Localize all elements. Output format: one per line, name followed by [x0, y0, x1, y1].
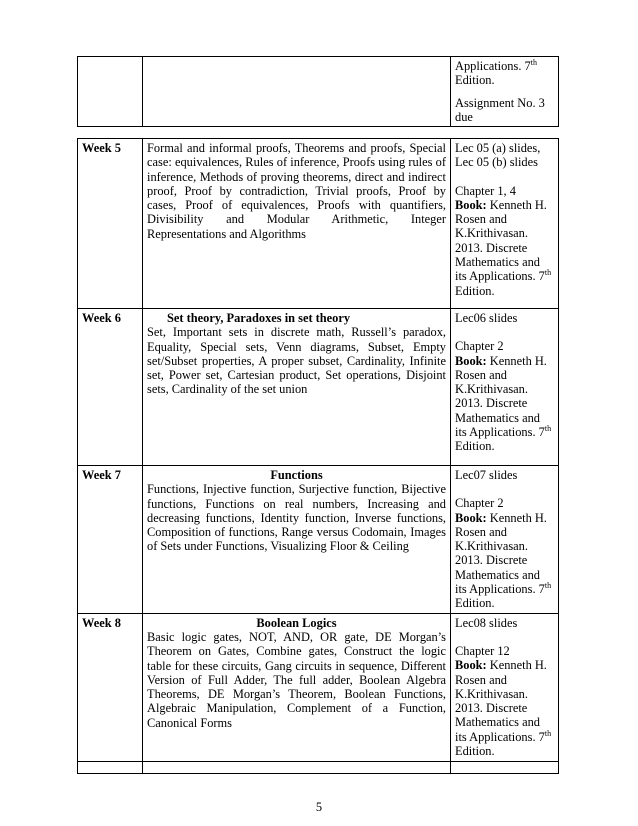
- schedule-table: [77, 138, 559, 774]
- chapter-text: Chapter 2: [455, 496, 504, 511]
- chapter-text: Chapter 12: [455, 643, 510, 658]
- reference-text: Applications. 7th: [455, 57, 537, 73]
- table-row: [78, 139, 559, 309]
- book-reference: Book: Kenneth H. Rosen and K.Krithivasan. 2013. Discrete Mathematics and its Applications. 7th: [455, 197, 552, 284]
- edition-text: Edition.: [455, 596, 495, 611]
- week-label: Week 5: [78, 139, 143, 309]
- reference-cell: [451, 139, 559, 309]
- book-reference: Book: Kenneth H. Rosen and K.Krithivasan. 2013. Discrete Mathematics and its Applications. 7th: [455, 510, 552, 597]
- reference-cell: [451, 613, 559, 761]
- week-label: Week 8: [78, 613, 143, 761]
- topic-cell-empty: [143, 761, 451, 773]
- topic-cell-empty: [143, 57, 451, 127]
- topic-body: Basic logic gates, NOT, AND, OR gate, DE Morgan’s Theorem on Gates, Combine gates, Construct the logic table for these circuits, Gang circuits in sequence, Different Version of Full Adder, The full adder, Boolean Algebra Theorems, DE Morgan’s Theorem, Boolean Functions, Algebraic Manipulation, Complement of a Function, Canonical Forms: [147, 629, 446, 730]
- table-row: [78, 761, 559, 773]
- slides-text: Lec06 slides: [455, 311, 518, 325]
- topic-cell: [143, 309, 451, 466]
- topic-heading: Functions: [270, 468, 323, 482]
- reference-cell: [451, 466, 559, 614]
- table-row: [78, 466, 559, 614]
- edition-text: Edition.: [455, 439, 495, 454]
- book-reference: Book: Kenneth H. Rosen and K.Krithivasan. 2013. Discrete Mathematics and its Applications. 7th: [455, 353, 552, 440]
- topic-cell: [143, 139, 451, 309]
- topic-cell: [143, 466, 451, 614]
- slides-text: Lec07 slides: [455, 468, 518, 482]
- assignment-text: Assignment No. 3 due: [455, 95, 545, 124]
- edition-text: Edition.: [455, 744, 495, 759]
- table-row: [78, 57, 559, 127]
- table-row: [78, 613, 559, 761]
- slides-text: Lec08 slides: [455, 615, 518, 630]
- topic-body: Set, Important sets in discrete math, Russell’s paradox, Equality, Special sets, Venn diagrams, Subset, Empty set/Subset properties, A proper subset, Cardinality, Infinite set, Power set, Cartesian product, Set operations, Disjoint sets, Cardinality of the set union: [147, 325, 446, 397]
- chapter-text: Chapter 2: [455, 339, 504, 354]
- reference-cell: [451, 309, 559, 466]
- reference-cell-empty: [451, 761, 559, 773]
- chapter-text: Chapter 1, 4: [455, 183, 516, 198]
- topic-body: Formal and informal proofs, Theorems and proofs, Special case: equivalences, Rules of inference, Proofs using rules of inference, Methods of proving theorems, direct and indirect proof, Proof by contradiction, Trivial proofs, Proof by cases, Proof of equivalences, Proofs with quantifiers, Divisibility and Modular Arithmetic, Integer Representations and Algorithms: [147, 141, 446, 241]
- table-row: [78, 309, 559, 466]
- reference-cell: [451, 57, 559, 127]
- reference-edition: Edition.: [455, 73, 495, 88]
- topic-cell: [143, 613, 451, 761]
- page-number: 5: [315, 800, 323, 814]
- book-reference: Book: Kenneth H. Rosen and K.Krithivasan. 2013. Discrete Mathematics and its Applications. 7th: [455, 658, 552, 744]
- slides-text: Lec 05 (a) slides, Lec 05 (b) slides: [455, 141, 541, 170]
- week-cell-empty: [78, 761, 143, 773]
- topic-heading: Set theory, Paradoxes in set theory: [167, 311, 351, 325]
- topic-heading: Boolean Logics: [256, 615, 337, 630]
- top-table: [77, 56, 559, 127]
- week-label: Week 7: [78, 466, 143, 614]
- topic-body: Functions, Injective function, Surjective function, Bijective functions, Functions on real numbers, Increasing and decreasing functions, Identity function, Inverse functions, Composition of functions, Range versus Codomain, Images of Sets under Functions, Visualizing Floor & Ceiling: [147, 482, 446, 554]
- week-cell-empty: [78, 57, 143, 127]
- edition-text: Edition.: [455, 283, 495, 298]
- week-label: Week 6: [78, 309, 143, 466]
